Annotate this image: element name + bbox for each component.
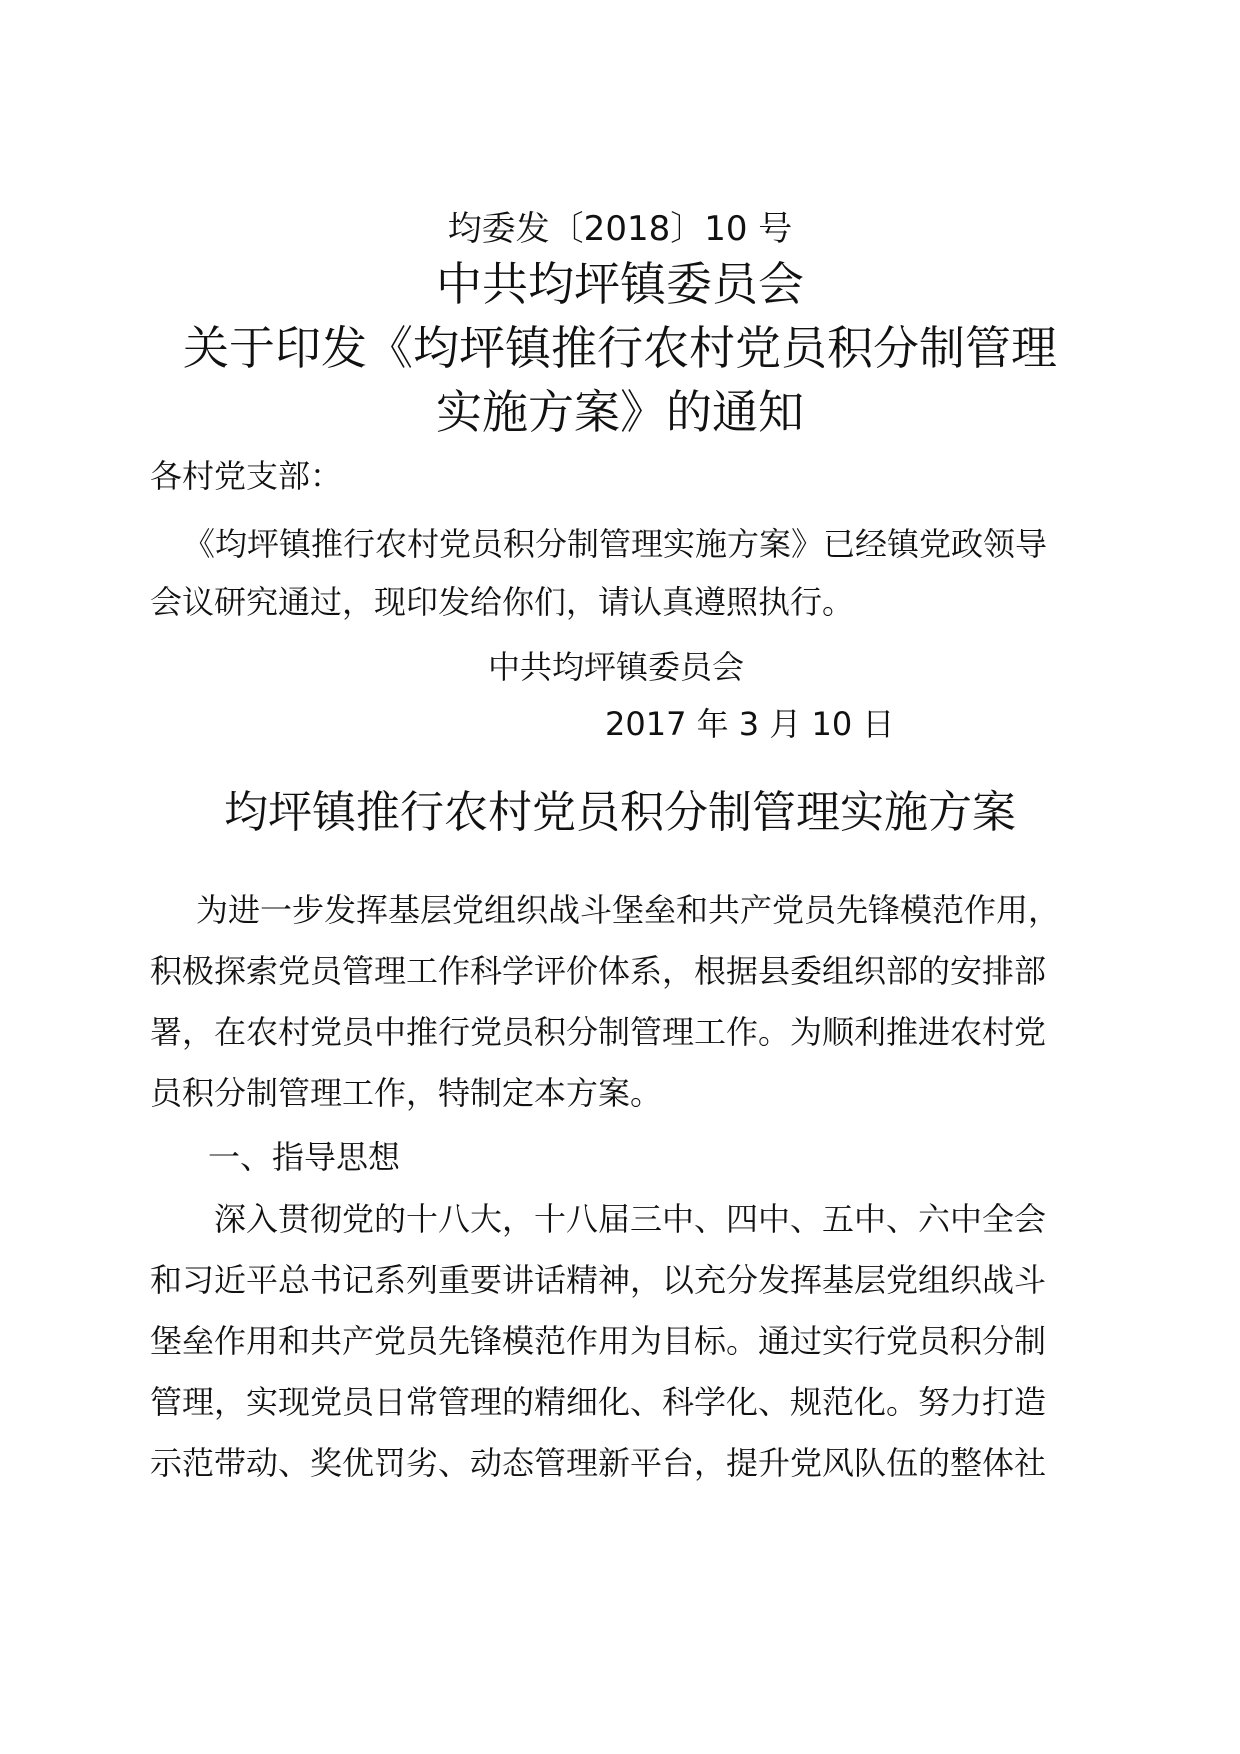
section-heading-guiding-ideology: 一、指导思想 (208, 1138, 401, 1176)
document-number: 均委发〔2018〕10 号 (447, 209, 793, 249)
signature-organization: 中共均坪镇委员会 (488, 648, 745, 686)
intro-paragraph-line-1: 为进一步发挥基层党组织战斗堡垒和共产党员先锋模范作用， (196, 891, 1061, 929)
section-1-line-1: 深入贯彻党的十八大，十八届三中、四中、五中、六中全会 (214, 1200, 1047, 1238)
intro-paragraph-line-3: 署，在农村党员中推行党员积分制管理工作。为顺利推进农村党 (150, 1013, 1047, 1051)
intro-paragraph-line-4: 员积分制管理工作，特制定本方案。 (150, 1074, 663, 1112)
notice-body-line-1: 《均坪镇推行农村党员积分制管理实施方案》已经镇党政领导 (183, 525, 1048, 563)
section-1-line-2: 和习近平总书记系列重要讲话精神，以充分发挥基层党组织战斗 (150, 1261, 1047, 1299)
section-1-line-3: 堡垒作用和共产党员先锋模范作用为目标。通过实行党员积分制 (150, 1322, 1047, 1360)
scheme-title: 均坪镇推行农村党员积分制管理实施方案 (224, 787, 1016, 838)
intro-paragraph-line-2: 积极探索党员管理工作科学评价体系，根据县委组织部的安排部 (150, 952, 1047, 990)
salutation: 各村党支部： (150, 457, 343, 495)
notice-title-line-3: 实施方案》的通知 (436, 385, 804, 439)
notice-body-line-2: 会议研究通过，现印发给你们，请认真遵照执行。 (150, 583, 855, 621)
section-1-line-5: 示范带动、奖优罚劣、动态管理新平台，提升党风队伍的整体社 (150, 1444, 1047, 1482)
notice-title-line-2: 关于印发《均坪镇推行农村党员积分制管理 (183, 321, 1057, 375)
section-1-line-4: 管理，实现党员日常管理的精细化、科学化、规范化。努力打造 (150, 1383, 1047, 1421)
notice-title-line-1: 中共均坪镇委员会 (436, 257, 804, 311)
signature-date: 2017 年 3 月 10 日 (605, 705, 895, 743)
